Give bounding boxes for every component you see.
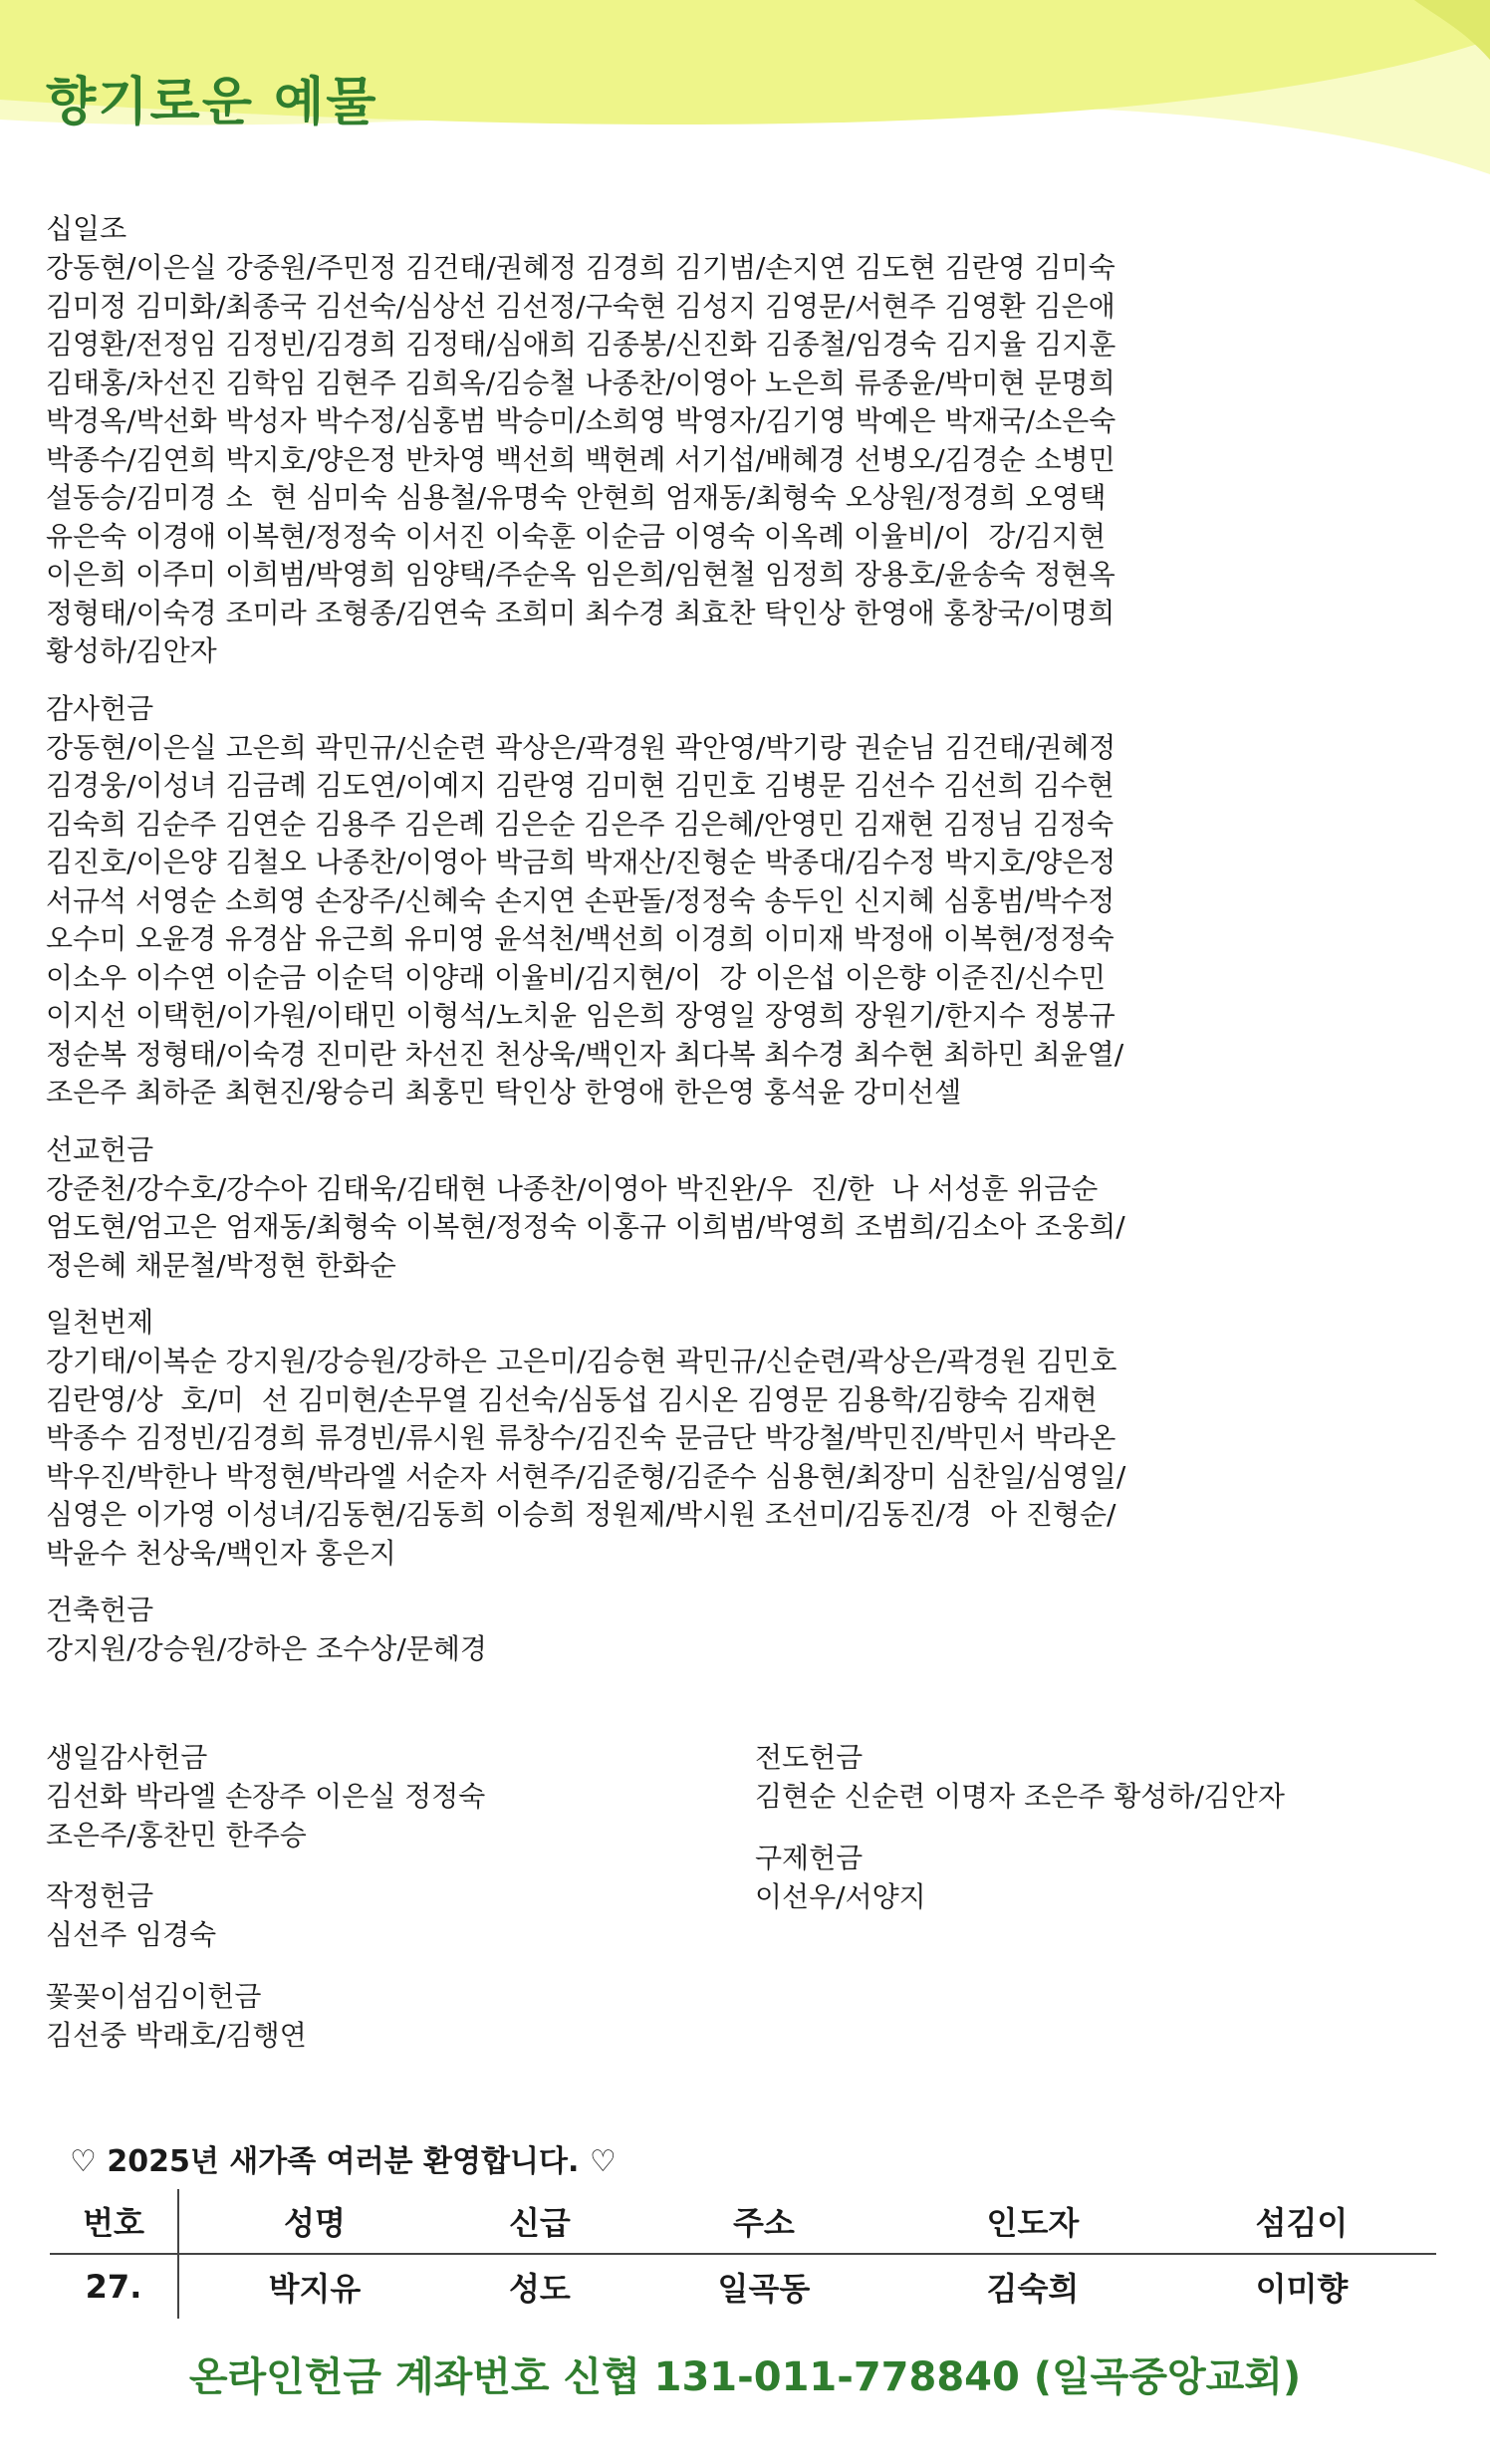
name-line: 황성하/김안자 [46, 634, 217, 667]
column-header: 번호 [50, 2189, 178, 2254]
table-cell: 이미향 [1255, 2270, 1349, 2308]
name-line: 조은주/홍찬민 한주승 [46, 1818, 307, 1851]
name-line: 김미정 김미화/최종국 김선숙/심상선 김선정/구숙현 김성지 김영문/서현주 김영환 김은애 [46, 289, 1116, 323]
section-title: 구제헌금 [755, 1841, 864, 1874]
name-line: 김선화 박라엘 손장주 이은실 정정숙 [46, 1780, 486, 1813]
name-line: 박경옥/박선화 박성자 박수정/심홍범 박승미/소희영 박영자/김기영 박예은 박재국/소은숙 [46, 404, 1117, 437]
new-family-table [50, 2189, 1436, 2319]
section-title: 꽃꽂이섬김이헌금 [46, 1979, 262, 2013]
section-title: 일천번제 [46, 1306, 154, 1339]
name-line: 김진호/이은양 김철오 나종찬/이영아 박금희 박재산/진형순 박종대/김수정 박지호/양은정 [46, 846, 1117, 878]
offering-section [46, 689, 1450, 1112]
section-title: 감사헌금 [46, 691, 154, 725]
online-offering-account: 온라인헌금 계좌번호 신협 131-011-778840 (일곡중앙교회) [188, 2354, 1302, 2400]
name-line: 심영은 이가영 이성녀/김동현/김동희 이승희 정원제/박시원 조선미/김동진/경 아 진형순/ [46, 1498, 1117, 1531]
name-line: 김현순 신순련 이명자 조은주 황성하/김안자 [755, 1780, 1285, 1813]
column-header: 성명 [178, 2189, 450, 2254]
offering-section [46, 1876, 723, 1955]
section-title: 전도헌금 [755, 1741, 864, 1774]
heart-icon: ♡ [589, 2144, 617, 2179]
table-header-row [50, 2189, 1436, 2254]
table-cell: 박지유 [268, 2270, 362, 2308]
name-line: 설동승/김미경 소 현 심미숙 심용철/유명숙 안현희 엄재동/최형숙 오상원/정경희 오영택 [46, 481, 1107, 514]
page-title: 향기로운 예물 [46, 73, 378, 132]
name-line: 강준천/강수호/강수아 김태욱/김태현 나종찬/이영아 박진완/우 진/한 나 서성훈 위금순 [46, 1171, 1099, 1205]
offering-section [755, 1738, 1452, 1817]
table-cell: 일곡동 [717, 2270, 811, 2308]
section-title: 십일조 [46, 212, 127, 245]
table-cell: 27. [50, 2254, 178, 2319]
name-line: 강지원/강승원/강하은 조수상/문혜경 [46, 1632, 487, 1665]
name-line: 강동현/이은실 고은희 곽민규/신순련 곽상은/곽경원 곽안영/박기랑 권순님 김건태/권혜정 [46, 730, 1117, 764]
name-line: 박종수/김연희 박지호/양은정 반차영 백선희 백현례 서기섭/배혜경 선병오/김경순 소병민 [46, 442, 1116, 476]
column-header: 주소 [629, 2189, 898, 2254]
name-line: 엄도현/엄고은 엄재동/최형숙 이복현/정정숙 이홍규 이희범/박영희 조범희/김소아 조웅희/ [46, 1210, 1125, 1243]
name-line: 김란영/상 호/미 선 김미현/손무열 김선숙/심동섭 김시온 김영문 김용학/김향숙 김재현 [46, 1382, 1098, 1416]
section-title: 건축헌금 [46, 1594, 154, 1626]
table-row [50, 2254, 1436, 2319]
name-line: 정순복 정형태/이숙경 진미란 차선진 천상욱/백인자 최다복 최수경 최수현 최하민 최윤열/ [46, 1037, 1124, 1071]
offering-section [46, 1591, 1450, 1669]
name-line: 조은주 최하준 최현진/왕승리 최홍민 탁인상 한영애 한은영 홍석윤 강미선셀 [46, 1076, 962, 1109]
name-line: 유은숙 이경애 이복현/정정숙 이서진 이숙훈 이순금 이영숙 이옥례 이율비/이 강/김지현 [46, 519, 1106, 553]
offering-section [46, 209, 1450, 671]
name-line: 김태홍/차선진 김학임 김현주 김희옥/김승철 나종찬/이영아 노은희 류종윤/박미현 문명희 [46, 366, 1116, 399]
name-line: 강기태/이복순 강지원/강승원/강하은 고은미/김승현 곽민규/신순련/곽상은/곽경원 김민호 [46, 1345, 1118, 1377]
section-title: 작정헌금 [46, 1879, 154, 1912]
name-line: 서규석 서영순 소희영 손장주/신혜숙 손지연 손판돌/정정숙 송두인 신지혜 심홍범/박수정 [46, 883, 1116, 917]
table-cell: 성도 [509, 2270, 571, 2308]
section-title: 생일감사헌금 [46, 1741, 208, 1774]
offering-section [755, 1839, 1452, 1917]
name-line: 정형태/이숙경 조미라 조형종/김연숙 조희미 최수경 최효찬 탁인상 한영애 홍창국/이명희 [46, 596, 1116, 629]
heart-icon: ♡ [70, 2144, 97, 2179]
column-header: 신급 [450, 2189, 629, 2254]
offering-section [46, 1977, 723, 2056]
offering-section [46, 1303, 1450, 1573]
column-header: 인도자 [898, 2189, 1167, 2254]
name-line: 강동현/이은실 강중원/주민정 김건태/권혜정 김경희 김기범/손지연 김도현 김란영 김미숙 [46, 251, 1116, 284]
offering-section [46, 1130, 1450, 1286]
name-line: 김숙희 김순주 김연순 김용주 김은례 김은순 김은주 김은혜/안영민 김재현 김정님 김정숙 [46, 807, 1115, 841]
name-line: 김경웅/이성녀 김금례 김도연/이예지 김란영 김미현 김민호 김병문 김선수 김선희 김수현 [46, 769, 1115, 802]
name-line: 이소우 이수연 이순금 이순덕 이양래 이율비/김지현/이 강 이은섭 이은향 이준진/신수민 [46, 960, 1106, 994]
section-title: 선교헌금 [46, 1132, 154, 1166]
name-line: 김선중 박래호/김행연 [46, 2018, 307, 2052]
column-header: 섬김이 [1167, 2189, 1436, 2254]
name-line: 박종수 김정빈/김경희 류경빈/류시원 류창수/김진숙 문금단 박강철/박민진/박민서 박라온 [46, 1421, 1117, 1454]
name-line: 심선주 임경숙 [46, 1918, 217, 1951]
name-line: 박우진/박한나 박정현/박라엘 서순자 서현주/김준형/김준수 심용현/최장미 심찬일/심영일/ [46, 1459, 1126, 1493]
name-line: 오수미 오윤경 유경삼 유근희 유미영 윤석천/백선희 이경희 이미재 박정애 이복현/정정숙 [46, 922, 1115, 955]
welcome-text: 2025년 새가족 여러분 환영합니다. [107, 2144, 580, 2179]
name-line: 김영환/전정임 김정빈/김경희 김정태/심애희 김종봉/신진화 김종철/임경숙 김지율 김지훈 [46, 328, 1117, 361]
welcome-heading [70, 2136, 617, 2180]
right-column [755, 1738, 1452, 1938]
offering-section [46, 1738, 723, 1854]
name-line: 박윤수 천상욱/백인자 홍은지 [46, 1536, 396, 1570]
name-line: 정은혜 채문철/박정현 한화순 [46, 1248, 396, 1282]
name-line: 이지선 이택헌/이가원/이태민 이형석/노치윤 임은희 장영일 장영희 장원기/한지수 정봉규 [46, 999, 1116, 1032]
name-line: 이선우/서양지 [755, 1879, 926, 1913]
left-column [46, 1738, 723, 2077]
main-sections [46, 209, 1450, 1687]
name-line: 이은희 이주미 이희범/박영희 임양택/주순옥 임은희/임현철 임정희 장용호/윤송숙 정현옥 [46, 558, 1116, 591]
table-cell: 김숙희 [986, 2270, 1080, 2308]
